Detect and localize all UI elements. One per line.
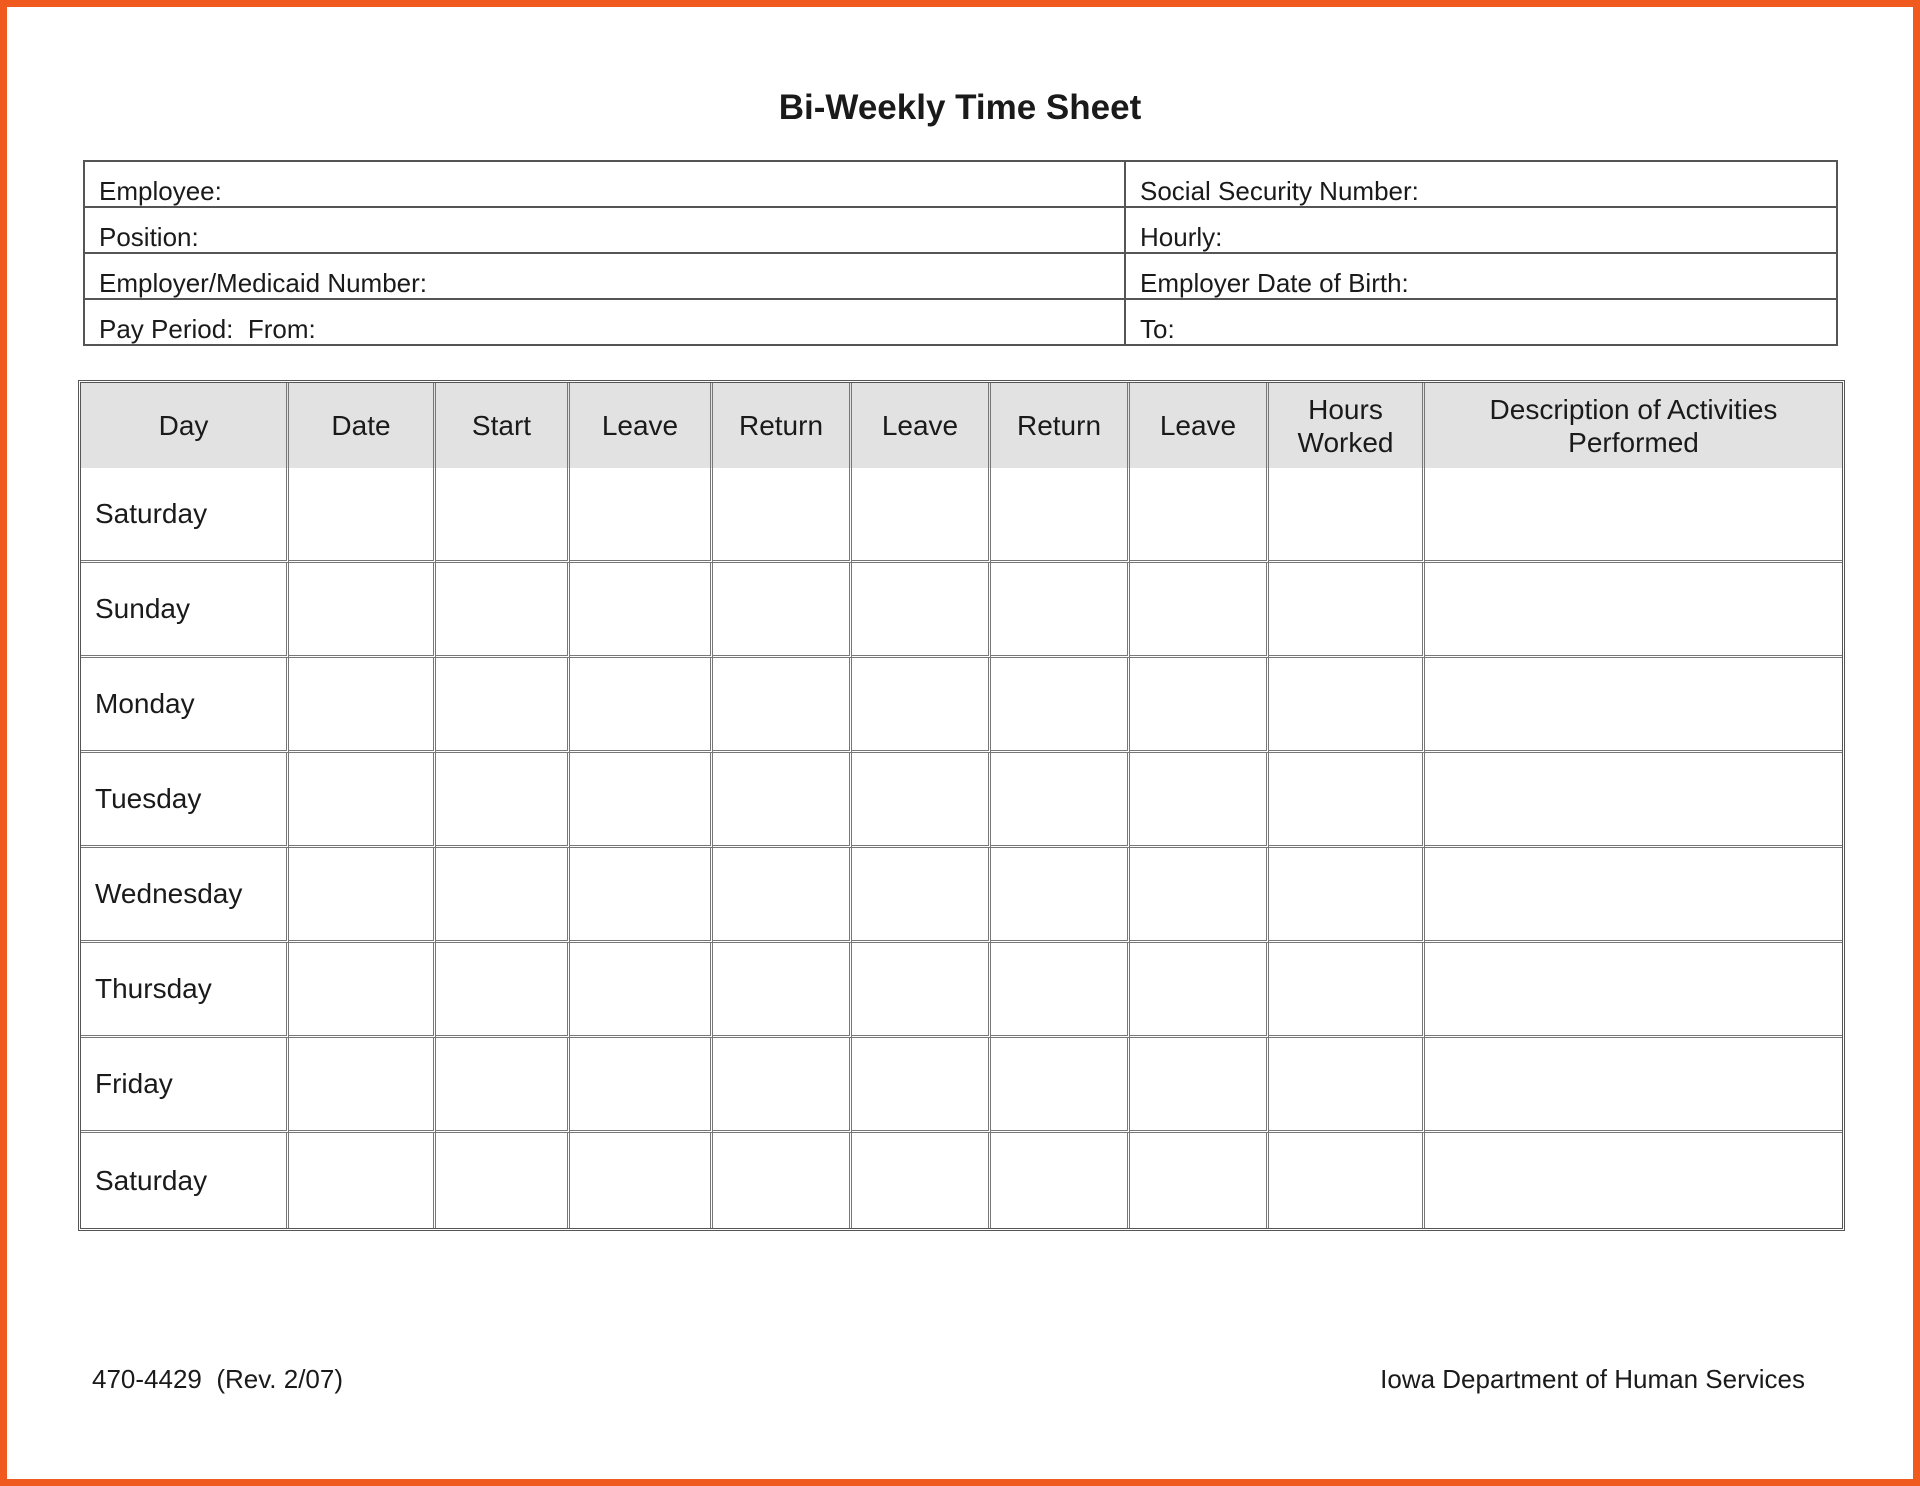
header-row <box>81 383 1842 468</box>
entry-cell[interactable] <box>713 658 852 753</box>
entry-cell[interactable] <box>436 1038 570 1133</box>
timesheet-table <box>78 380 1845 1231</box>
medicaid-number-field[interactable]: Employer/Medicaid Number: <box>85 254 1126 298</box>
column-header-return: Return <box>991 383 1130 468</box>
entry-cell[interactable] <box>1269 658 1425 753</box>
entry-cell[interactable] <box>570 943 713 1038</box>
entry-cell[interactable] <box>713 753 852 848</box>
entry-cell[interactable] <box>289 563 436 658</box>
entry-cell[interactable] <box>1130 943 1269 1038</box>
entry-cell[interactable] <box>991 468 1130 563</box>
column-header-leave: Leave <box>852 383 991 468</box>
entry-cell[interactable] <box>991 658 1130 753</box>
entry-cell[interactable] <box>852 753 991 848</box>
entry-cell[interactable] <box>1425 943 1842 1038</box>
table-row <box>81 753 1842 848</box>
entry-cell[interactable] <box>1425 1133 1842 1228</box>
entry-cell[interactable] <box>436 658 570 753</box>
entry-cell[interactable] <box>713 943 852 1038</box>
entry-cell[interactable] <box>991 1038 1130 1133</box>
entry-cell[interactable] <box>1130 1038 1269 1133</box>
table-row <box>81 1133 1842 1228</box>
entry-cell[interactable] <box>1425 563 1842 658</box>
column-header-description: Description of Activities Performed <box>1425 383 1842 468</box>
table-row <box>81 658 1842 753</box>
entry-cell[interactable] <box>1269 563 1425 658</box>
column-header-hours-worked: Hours Worked <box>1269 383 1425 468</box>
entry-cell[interactable] <box>852 943 991 1038</box>
agency-name: Iowa Department of Human Services <box>1380 1364 1805 1394</box>
table-row <box>81 848 1842 943</box>
table-row <box>81 468 1842 563</box>
page-title: Bi-Weekly Time Sheet <box>778 88 1142 127</box>
entry-cell[interactable] <box>1269 753 1425 848</box>
entry-cell[interactable] <box>991 1133 1130 1228</box>
entry-cell[interactable] <box>289 1038 436 1133</box>
entry-cell[interactable] <box>1269 468 1425 563</box>
table-row <box>81 563 1842 658</box>
column-header-day: Day <box>81 383 289 468</box>
entry-cell[interactable] <box>1130 658 1269 753</box>
form-number: 470-4429 (Rev. 2/07) <box>92 1364 343 1394</box>
entry-cell[interactable] <box>713 1133 852 1228</box>
entry-cell[interactable] <box>436 848 570 943</box>
entry-cell[interactable] <box>1425 753 1842 848</box>
entry-cell[interactable] <box>1130 848 1269 943</box>
entry-cell[interactable] <box>289 468 436 563</box>
entry-cell[interactable] <box>852 658 991 753</box>
entry-cell[interactable] <box>1425 468 1842 563</box>
entry-cell[interactable] <box>1130 468 1269 563</box>
column-header-start: Start <box>436 383 570 468</box>
info-row <box>85 208 1836 254</box>
entry-cell[interactable] <box>713 848 852 943</box>
day-cell: Wednesday <box>81 848 289 943</box>
hourly-field[interactable]: Hourly: <box>1140 222 1223 252</box>
entry-cell[interactable] <box>570 753 713 848</box>
entry-cell[interactable] <box>570 848 713 943</box>
entry-cell[interactable] <box>713 468 852 563</box>
entry-cell[interactable] <box>1269 848 1425 943</box>
column-header-date: Date <box>289 383 436 468</box>
entry-cell[interactable] <box>1130 1133 1269 1228</box>
pay-period-from-field[interactable]: Pay Period: From: <box>85 300 1126 346</box>
entry-cell[interactable] <box>289 943 436 1038</box>
entry-cell[interactable] <box>713 1038 852 1133</box>
entry-cell[interactable] <box>1130 563 1269 658</box>
entry-cell[interactable] <box>1269 1038 1425 1133</box>
entry-cell[interactable] <box>1425 848 1842 943</box>
entry-cell[interactable] <box>570 1133 713 1228</box>
employee-field[interactable]: Employee: <box>85 162 1126 206</box>
entry-cell[interactable] <box>852 1133 991 1228</box>
entry-cell[interactable] <box>1425 658 1842 753</box>
entry-cell[interactable] <box>289 753 436 848</box>
day-cell: Friday <box>81 1038 289 1133</box>
entry-cell[interactable] <box>852 468 991 563</box>
entry-cell[interactable] <box>852 563 991 658</box>
entry-cell[interactable] <box>991 943 1130 1038</box>
entry-cell[interactable] <box>570 563 713 658</box>
entry-cell[interactable] <box>570 1038 713 1133</box>
ssn-field[interactable]: Social Security Number: <box>1140 176 1419 206</box>
entry-cell[interactable] <box>852 1038 991 1133</box>
employer-dob-field[interactable]: Employer Date of Birth: <box>1140 268 1409 298</box>
position-field[interactable]: Position: <box>85 208 1126 252</box>
column-header-leave: Leave <box>570 383 713 468</box>
entry-cell[interactable] <box>436 563 570 658</box>
day-cell: Sunday <box>81 563 289 658</box>
entry-cell[interactable] <box>436 753 570 848</box>
entry-cell[interactable] <box>1269 943 1425 1038</box>
info-row <box>85 162 1836 208</box>
entry-cell[interactable] <box>436 468 570 563</box>
day-cell: Monday <box>81 658 289 753</box>
entry-cell[interactable] <box>991 753 1130 848</box>
entry-cell[interactable] <box>1425 1038 1842 1133</box>
info-row <box>85 254 1836 300</box>
info-row <box>85 300 1836 346</box>
day-cell: Saturday <box>81 1133 289 1228</box>
entry-cell[interactable] <box>1269 1133 1425 1228</box>
day-cell: Thursday <box>81 943 289 1038</box>
day-cell: Saturday <box>81 468 289 563</box>
entry-cell[interactable] <box>1130 753 1269 848</box>
entry-cell[interactable] <box>713 563 852 658</box>
entry-cell[interactable] <box>436 943 570 1038</box>
entry-cell[interactable] <box>570 468 713 563</box>
entry-cell[interactable] <box>289 848 436 943</box>
employee-info-block <box>83 160 1838 346</box>
pay-period-to-field[interactable]: To: <box>1140 314 1175 344</box>
entry-cell[interactable] <box>289 1133 436 1228</box>
table-row <box>81 1038 1842 1133</box>
day-cell: Tuesday <box>81 753 289 848</box>
entry-cell[interactable] <box>289 658 436 753</box>
entry-cell[interactable] <box>436 1133 570 1228</box>
entry-cell[interactable] <box>991 563 1130 658</box>
table-row <box>81 943 1842 1038</box>
column-header-leave: Leave <box>1130 383 1269 468</box>
entry-cell[interactable] <box>991 848 1130 943</box>
entry-cell[interactable] <box>570 658 713 753</box>
entry-cell[interactable] <box>852 848 991 943</box>
column-header-return: Return <box>713 383 852 468</box>
